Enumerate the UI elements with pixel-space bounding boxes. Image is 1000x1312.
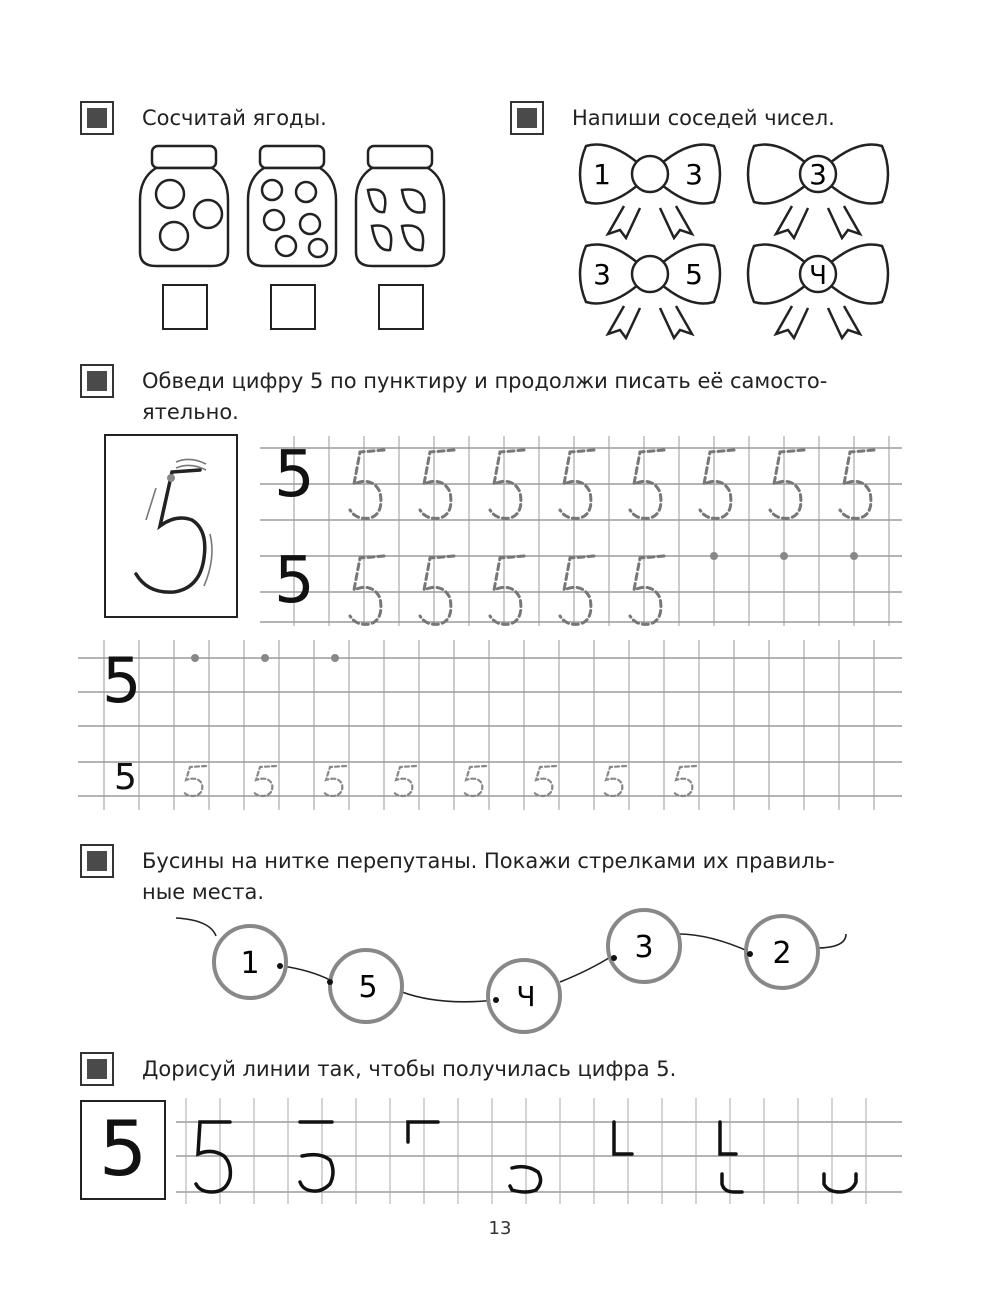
bead-label-2: 5	[358, 970, 378, 1005]
task-marker-count-berries	[80, 101, 114, 135]
answer-box-blueberries[interactable]	[270, 284, 316, 330]
jar-strawberries	[356, 146, 444, 266]
tracing-grid-lower	[78, 640, 902, 810]
bow-3-left: 3	[593, 258, 611, 291]
task-neighbors-text: Напиши соседей чисел.	[572, 106, 835, 130]
task-marker-neighbors	[510, 101, 544, 135]
trace-row4-sample-digit: 5	[114, 757, 137, 798]
jar-raspberries	[140, 146, 228, 266]
complete-lines-grid	[176, 1098, 902, 1204]
trace-row3-sample-digit: 5	[102, 644, 142, 717]
task-marker-trace	[80, 364, 114, 398]
bow-1-left: 1	[593, 158, 611, 191]
task-marker-beads	[80, 844, 114, 878]
bow-4-center: Ч	[809, 261, 827, 291]
sample-digit-5-drawing	[104, 434, 238, 618]
bow-4	[742, 238, 894, 340]
trace-row2-sample-digit: 5	[274, 544, 315, 618]
bow-3	[574, 238, 726, 340]
task-trace-line1: Обведи цифру 5 по пунктиру и продолжи писать её самосто-	[142, 369, 828, 393]
bead-label-4: 3	[634, 930, 654, 965]
trace-row1-sample-digit: 5	[274, 438, 315, 512]
beads-on-thread	[170, 900, 870, 1050]
bead-label-5: 2	[772, 936, 792, 971]
page-number: 13	[488, 1218, 512, 1239]
bead-label-3: Ч	[516, 980, 536, 1013]
bow-1	[574, 138, 726, 240]
task-beads-line1: Бусины на нитке перепутаны. Покажи стрелками их правиль-	[142, 849, 835, 873]
complete-sample-digit: 5	[98, 1104, 148, 1193]
task-count-berries-text: Сосчитай ягоды.	[142, 106, 327, 130]
bow-1-right: 3	[685, 158, 703, 191]
trace-dashed-digits-upper	[260, 436, 902, 626]
bow-2	[742, 138, 894, 240]
task-marker-complete	[80, 1052, 114, 1086]
answer-box-strawberries[interactable]	[378, 284, 424, 330]
bow-2-center: 3	[809, 158, 827, 191]
bead-label-1: 1	[240, 946, 260, 981]
task-complete-text: Дорисуй линии так, чтобы получилась цифра 5.	[142, 1057, 677, 1081]
bow-3-right: 5	[685, 258, 703, 291]
task-trace-line2: ятельно.	[142, 400, 239, 424]
jar-blueberries	[248, 146, 336, 266]
berry-jars-illustration	[134, 142, 454, 272]
answer-box-raspberries[interactable]	[162, 284, 208, 330]
task-beads-line2: ные места.	[142, 880, 264, 904]
